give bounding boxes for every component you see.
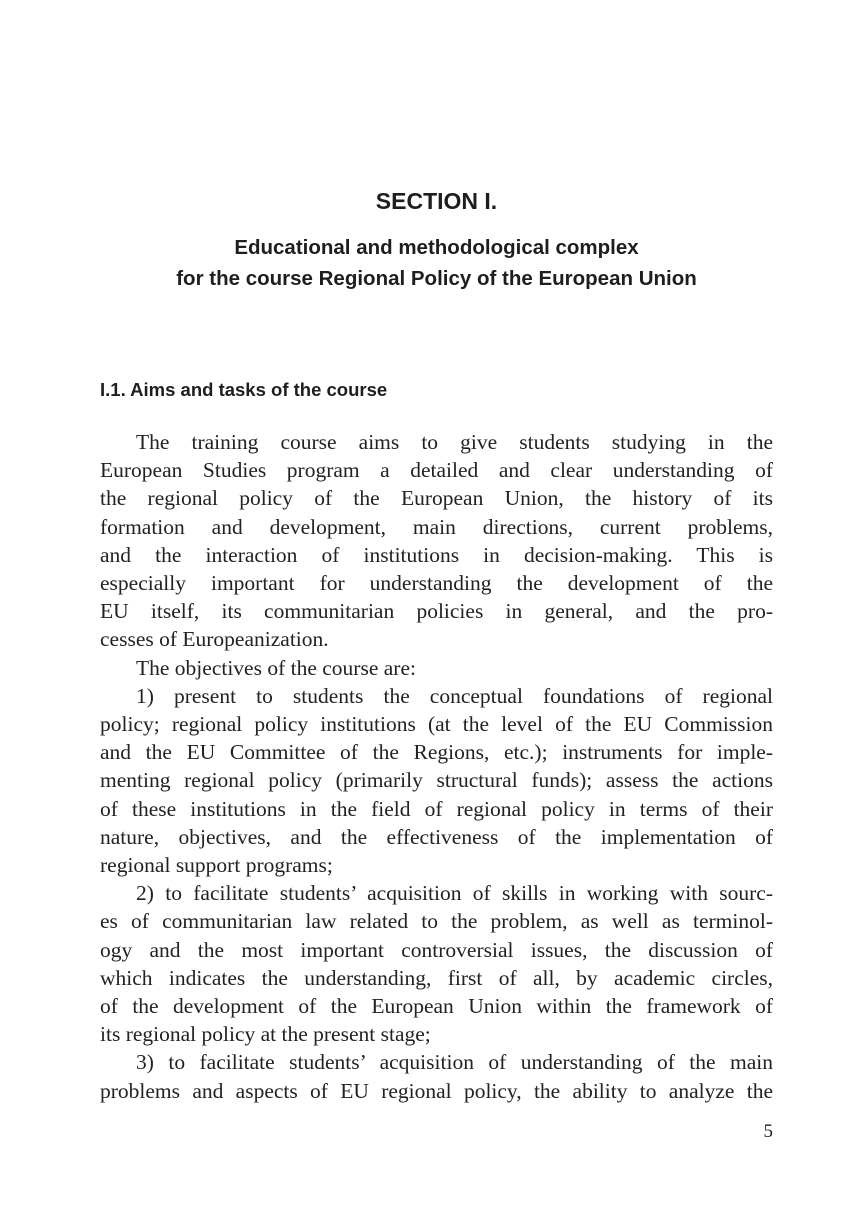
body-line: especially important for understanding the development of the (100, 571, 773, 596)
body-line: menting regional policy (primarily structural funds); assess the actions (100, 768, 773, 793)
body-line: The training course aims to give students studying in the (136, 430, 773, 454)
section-subtitle-line-2: for the course Regional Policy of the European Union (176, 267, 697, 290)
body-line: 2) to facilitate students’ acquisition of skills in working with sourc- (136, 881, 773, 906)
body-line: of these institutions in the field of regional policy in terms of their (100, 796, 773, 821)
body-line: ogy and the most important controversial issues, the discussion of (100, 937, 773, 962)
body-line: The objectives of the course are: (136, 655, 416, 680)
section-title: SECTION I. (375, 188, 498, 214)
body-line: European Studies program a detailed and clear understanding of (100, 458, 773, 483)
body-line: cesses of Europeanization. (100, 627, 329, 652)
body-line: es of communitarian law related to the problem, as well as terminol- (100, 909, 773, 934)
body-line: of the development of the European Union within the framework of (100, 994, 773, 1019)
body-line: nature, objectives, and the effectiveness of the implementation of (100, 824, 773, 849)
subsection-heading: I.1. Aims and tasks of the course (100, 379, 388, 400)
body-line: 1) present to students the conceptual foundations of regional (136, 683, 773, 708)
body-text (100, 428, 773, 1105)
body-line: formation and development, main directions, current problems, (100, 514, 773, 539)
body-line: and the interaction of institutions in decision-making. This is (100, 542, 773, 567)
body-line: policy; regional policy institutions (at the level of the EU Commission (100, 712, 773, 737)
body-line: and the EU Committee of the Regions, etc.); instruments for imple- (100, 740, 773, 765)
body-line: which indicates the understanding, first of all, by academic circles, (100, 965, 773, 990)
section-subtitle-line-1: Educational and methodological complex (234, 236, 639, 259)
body-line: its regional policy at the present stage; (100, 1022, 431, 1047)
body-line: 3) to facilitate students’ acquisition of understanding of the main (136, 1050, 773, 1075)
body-line: regional support programs; (100, 853, 333, 878)
body-line: the regional policy of the European Union, the history of its (100, 486, 773, 511)
page-number: 5 (763, 1121, 773, 1142)
body-line: EU itself, its communitarian policies in general, and the pro- (100, 599, 773, 624)
body-line: problems and aspects of EU regional policy, the ability to analyze the (100, 1078, 773, 1103)
section-subtitle (100, 232, 773, 294)
